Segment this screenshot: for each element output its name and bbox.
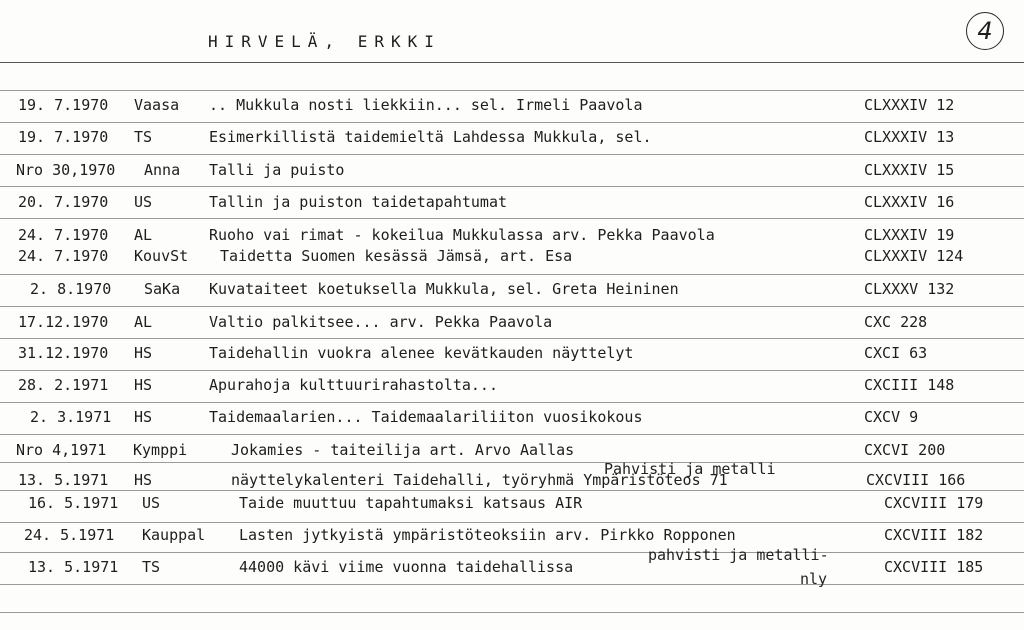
entry-title: Lasten jytkyistä ympäristöteoksiin arv. Pirkko Ropponen [239,526,736,544]
rule-line [0,218,1024,219]
entry-date: 2. 8.1970 [30,280,112,298]
entry-ref: CLXXXIV 13 [864,128,955,146]
entry-title: .. Mukkula nosti liekkiin... sel. Irmeli Paavola [209,96,643,114]
entry-source: AL [134,313,153,331]
entry-title: Taidemaalarien... Taidemaalariliiton vuosikokous [209,408,643,426]
entry-title: Taidehallin vuokra alenee kevätkauden näyttelyt [209,344,634,362]
entry-source: HS [134,344,153,362]
entry-title: 44000 kävi viime vuonna taidehallissa [239,558,574,576]
entry-ref: CXCVIII 185 [884,558,984,576]
rule-line [0,338,1024,339]
list-item [0,471,1024,493]
entry-source: KouvSt [134,247,189,265]
entry-source: HS [134,408,153,426]
entry-date: 16. 5.1971 [28,494,119,512]
rule-line [0,402,1024,403]
list-item [0,280,1024,302]
entry-source: SaKa [144,280,181,298]
list-item [0,247,1024,269]
list-item [0,193,1024,215]
list-item [0,376,1024,398]
entry-title: Taidetta Suomen kesässä Jämsä, art. Esa [220,247,573,265]
rule-line [0,612,1024,613]
page-title: HIRVELÄ, ERKKI [208,32,441,51]
entry-title: Apurahoja kulttuurirahastolta... [209,376,498,394]
entry-ref: CLXXXV 132 [864,280,955,298]
list-item [0,96,1024,118]
entry-source: AL [134,226,153,244]
list-item [0,441,1024,463]
list-item [0,558,1024,580]
entry-date: 28. 2.1971 [18,376,109,394]
overtyped-note: nly [800,570,828,588]
entry-date: 24. 7.1970 [18,247,109,265]
entry-date: 2. 3.1971 [30,408,112,426]
entry-date: 13. 5.1971 [18,471,109,489]
entry-title: Tallin ja puiston taidetapahtumat [209,193,508,211]
list-item [0,161,1024,183]
rule-line [0,274,1024,275]
entry-ref: CXCVIII 182 [884,526,984,544]
entry-ref: CXC 228 [864,313,928,331]
page-number-circle: 4 [966,12,1004,50]
entry-ref: CLXXXIV 16 [864,193,955,211]
rule-line [0,154,1024,155]
entry-date: 24. 7.1970 [18,226,109,244]
list-item [0,494,1024,516]
entry-date: 19. 7.1970 [18,128,109,146]
entry-source: Anna [144,161,181,179]
entry-ref: CLXXXIV 19 [864,226,955,244]
entry-ref: CLXXXIV 12 [864,96,955,114]
entry-ref: CXCI 63 [864,344,928,362]
entry-source: HS [134,376,153,394]
entry-source: TS [134,128,153,146]
entry-title: Esimerkillistä taidemieltä Lahdessa Mukkula, sel. [209,128,652,146]
overtyped-note: pahvisti ja metalli- [648,546,829,564]
list-item [0,344,1024,366]
rule-line [0,90,1024,91]
entry-source: US [142,494,161,512]
list-item [0,226,1024,248]
entry-title: Valtio palkitsee... arv. Pekka Paavola [209,313,553,331]
entry-ref: CLXXXIV 124 [864,247,964,265]
entry-date: 17.12.1970 [18,313,109,331]
rule-line [0,552,1024,553]
entry-title: Talli ja puisto [209,161,345,179]
entry-title: Taide muuttuu tapahtumaksi katsaus AIR [239,494,583,512]
list-item [0,526,1024,548]
rule-line [0,186,1024,187]
entry-title: Ruoho vai rimat - kokeilua Mukkulassa arv. Pekka Paavola [209,226,715,244]
entry-title: Jokamies - taiteilija art. Arvo Aallas [231,441,575,459]
entry-ref: CLXXXIV 15 [864,161,955,179]
rule-line [0,62,1024,63]
entry-ref: CXCVIII 179 [884,494,984,512]
entry-source: Vaasa [134,96,180,114]
entry-title: näyttelykalenteri Taidehalli, työryhmä Ympäristöteos 71 [231,471,728,489]
entry-source: US [134,193,153,211]
entry-date: 20. 7.1970 [18,193,109,211]
entry-date: 13. 5.1971 [28,558,119,576]
entry-date: Nro 30,1970 [16,161,116,179]
entry-source: HS [134,471,153,489]
entry-ref: CXCVIII 166 [866,471,966,489]
rule-line [0,434,1024,435]
list-item [0,313,1024,335]
rule-line [0,122,1024,123]
rule-line [0,522,1024,523]
overtyped-note: Pahvisti ja metalli [604,460,776,478]
entry-title: Kuvataiteet koetuksella Mukkula, sel. Greta Heininen [209,280,679,298]
rule-line [0,584,1024,585]
entry-date: Nro 4,1971 [16,441,107,459]
list-item [0,128,1024,150]
entry-ref: CXCIII 148 [864,376,955,394]
rule-line [0,306,1024,307]
entry-ref: CXCV 9 [864,408,919,426]
entry-source: Kymppi [133,441,188,459]
entry-source: TS [142,558,161,576]
list-item [0,408,1024,430]
entry-ref: CXCVI 200 [864,441,946,459]
entry-date: 24. 5.1971 [24,526,115,544]
entry-source: Kauppal [142,526,206,544]
rule-line [0,370,1024,371]
entry-date: 31.12.1970 [18,344,109,362]
entry-date: 19. 7.1970 [18,96,109,114]
